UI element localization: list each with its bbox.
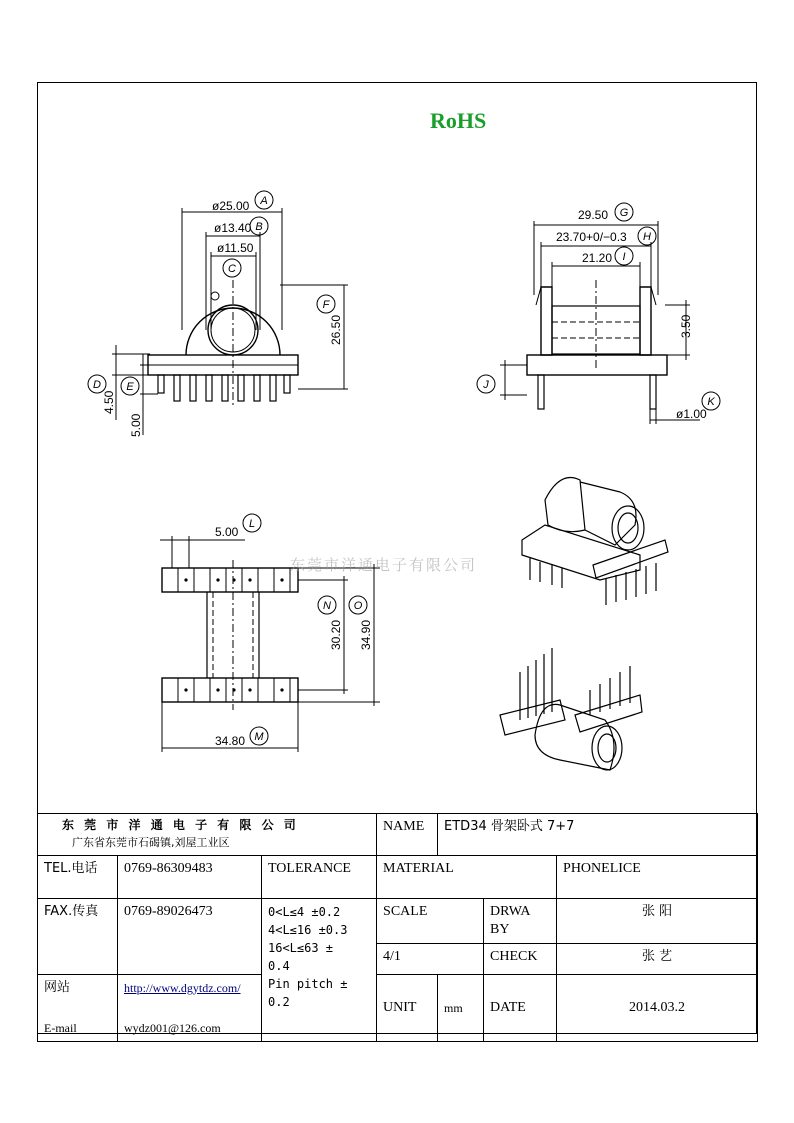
dim-d-text: 4.50 [102, 390, 116, 414]
tolerance-line: 16<L≤63 ± [268, 941, 334, 955]
watermark: 东莞市洋通电子有限公司 [290, 556, 478, 574]
dim-m-text: 34.80 [215, 734, 246, 748]
tolerance-label: TOLERANCE [262, 856, 377, 899]
tolerance-line: 0.2 [268, 995, 290, 1009]
tolerance-line: 0<L≤4 ±0.2 [268, 905, 341, 919]
dim-n-text: 30.20 [329, 619, 343, 650]
name-label: NAME [377, 814, 438, 856]
scale-value: 4/1 [377, 944, 484, 975]
tel-value: 0769-86309483 [118, 856, 262, 899]
dim-h-text: 23.70+0/−0.3 [556, 230, 627, 244]
dim-k-text: ø1.00 [676, 407, 707, 421]
callout-l: L [248, 518, 256, 530]
dim-e-text: 5.00 [129, 413, 143, 437]
tolerance-line: 4<L≤16 ±0.3 [268, 923, 348, 937]
date-value: 2014.03.2 [557, 975, 758, 1042]
callout-g: G [619, 207, 629, 219]
callout-f: F [322, 299, 330, 311]
date-label: DATE [484, 975, 557, 1042]
dim-i-text: 21.20 [582, 251, 613, 265]
callout-n: N [323, 600, 331, 612]
check-value: 张 艺 [557, 944, 758, 975]
drwa-value: 张 阳 [557, 899, 758, 944]
callout-e: E [126, 381, 134, 393]
dim-a-text: ø25.00 [212, 199, 250, 213]
fax-value: 0769-89026473 [118, 899, 262, 975]
fax-label: FAX.传真 [38, 899, 118, 975]
isometric-view-bottom [500, 648, 642, 770]
web-label: 网站 [44, 980, 71, 995]
callout-circles [88, 191, 720, 745]
dim-j-height-text: 3.50 [679, 314, 693, 338]
callout-d: D [93, 379, 101, 391]
check-label: CHECK [484, 944, 557, 975]
email-label: E-mail [44, 1021, 77, 1035]
dim-f-text: 26.50 [329, 314, 343, 345]
dim-c-text: ø11.50 [217, 241, 254, 255]
dim-o-text: 34.90 [359, 619, 373, 650]
rohs-label: RoHS [430, 108, 487, 133]
drwa-label: DRWA BY [484, 899, 557, 944]
tel-label: TEL.电话 [38, 856, 118, 899]
email-value: wydz001@126.com [124, 1021, 221, 1035]
callout-o: O [353, 600, 363, 612]
website-link[interactable]: http://www.dgytdz.com/ [124, 981, 241, 995]
material-value: PHONELICE [557, 856, 758, 899]
web-email-labels [38, 975, 118, 1042]
callout-m: M [254, 731, 264, 743]
callout-h: H [643, 231, 651, 243]
callout-b: B [255, 221, 263, 233]
unit-value: mm [438, 975, 484, 1042]
company-name: 东 莞 市 洋 通 电 子 有 限 公 司 [62, 818, 299, 832]
isometric-view-top [522, 478, 668, 606]
dim-l-text: 5.00 [215, 525, 239, 539]
title-block [37, 813, 758, 1042]
unit-label: UNIT [377, 975, 438, 1042]
company-address: 广东省东莞市石碣镇,刘屋工业区 [72, 836, 230, 849]
tolerance-values [262, 899, 377, 1042]
scale-label: SCALE [377, 899, 484, 944]
dim-b-text: ø13.40 [214, 221, 252, 235]
callout-i: I [622, 251, 626, 263]
web-email-values [118, 975, 262, 1042]
callout-k: K [707, 396, 715, 408]
callout-c: C [228, 263, 236, 275]
name-value: ETD34 骨架卧式 7+7 [438, 814, 758, 856]
callout-j: J [483, 379, 489, 391]
company-cell [38, 814, 377, 856]
material-label: MATERIAL [377, 856, 557, 899]
callout-a: A [260, 195, 268, 207]
tolerance-line: 0.4 [268, 959, 290, 973]
dim-g-text: 29.50 [578, 208, 609, 222]
tolerance-line: Pin pitch ± [268, 977, 348, 991]
